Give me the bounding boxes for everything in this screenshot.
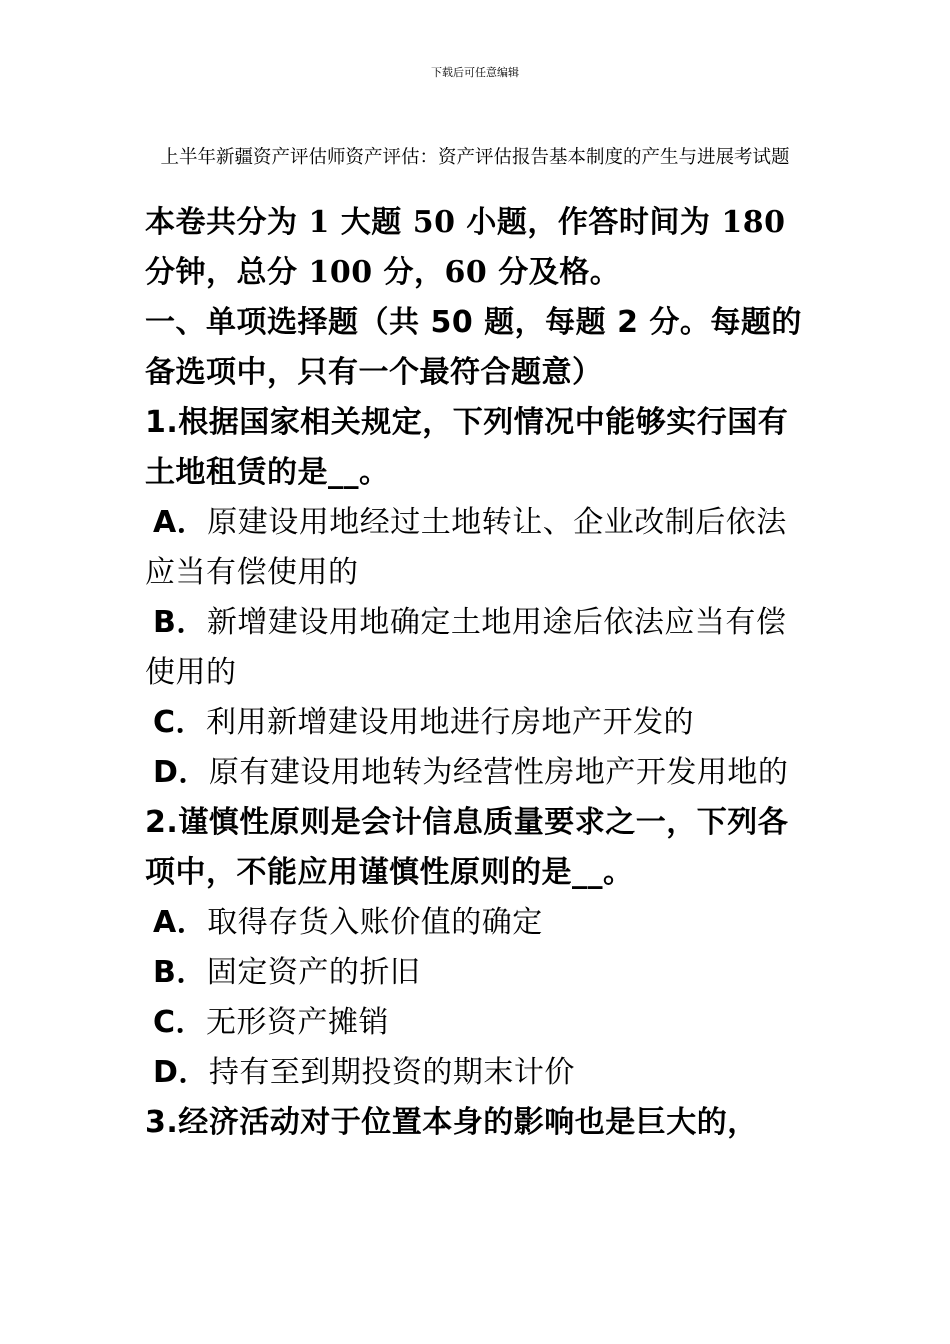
option-letter: C． bbox=[153, 705, 207, 740]
question-1-option-a bbox=[145, 498, 813, 598]
option-letter: D． bbox=[153, 755, 209, 790]
section-heading: 一、单项选择题（共 50 题，每题 2 分。每题的备选项中，只有一个最符合题意） bbox=[145, 305, 802, 390]
question-3-stem: 3.经济活动对于位置本身的影响也是巨大的， bbox=[145, 1105, 758, 1140]
question-2-option-a bbox=[145, 898, 813, 948]
header-note: 下载后可任意编辑 bbox=[431, 66, 519, 79]
question-2-option-c bbox=[145, 998, 813, 1048]
document-body bbox=[145, 198, 813, 1148]
option-text: 原建设用地经过土地转让、企业改制后依法应当有偿使用的 bbox=[145, 505, 787, 590]
option-text: 固定资产的折旧 bbox=[206, 955, 421, 990]
option-text: 无形资产摊销 bbox=[206, 1005, 390, 1040]
question-2-option-b bbox=[145, 948, 813, 998]
option-letter: B． bbox=[153, 955, 207, 990]
option-letter: A． bbox=[153, 905, 208, 940]
intro-paragraph: 本卷共分为 1 大题 50 小题，作答时间为 180 分钟，总分 100 分，60 分及格。 bbox=[145, 205, 786, 290]
option-text: 取得存货入账价值的确定 bbox=[207, 905, 543, 940]
question-2-option-d bbox=[145, 1048, 813, 1098]
option-letter: C． bbox=[153, 1005, 207, 1040]
question-1-option-b bbox=[145, 598, 813, 698]
option-letter: B． bbox=[153, 605, 207, 640]
option-letter: A． bbox=[153, 505, 208, 540]
document-title: 上半年新疆资产评估师资产评估：资产评估报告基本制度的产生与进展考试题 bbox=[160, 147, 790, 168]
option-text: 新增建设用地确定土地用途后依法应当有偿使用的 bbox=[145, 605, 787, 690]
option-text: 利用新增建设用地进行房地产开发的 bbox=[206, 705, 695, 740]
option-text: 原有建设用地转为经营性房地产开发用地的 bbox=[208, 755, 789, 790]
question-1-stem: 1.根据国家相关规定，下列情况中能够实行国有土地租赁的是__。 bbox=[145, 405, 789, 490]
option-text: 持有至到期投资的期末计价 bbox=[208, 1055, 575, 1090]
option-letter: D． bbox=[153, 1055, 209, 1090]
question-1-option-d bbox=[145, 748, 813, 798]
question-2-stem: 2.谨慎性原则是会计信息质量要求之一，下列各项中，不能应用谨慎性原则的是__。 bbox=[145, 805, 789, 890]
question-1-option-c bbox=[145, 698, 813, 748]
